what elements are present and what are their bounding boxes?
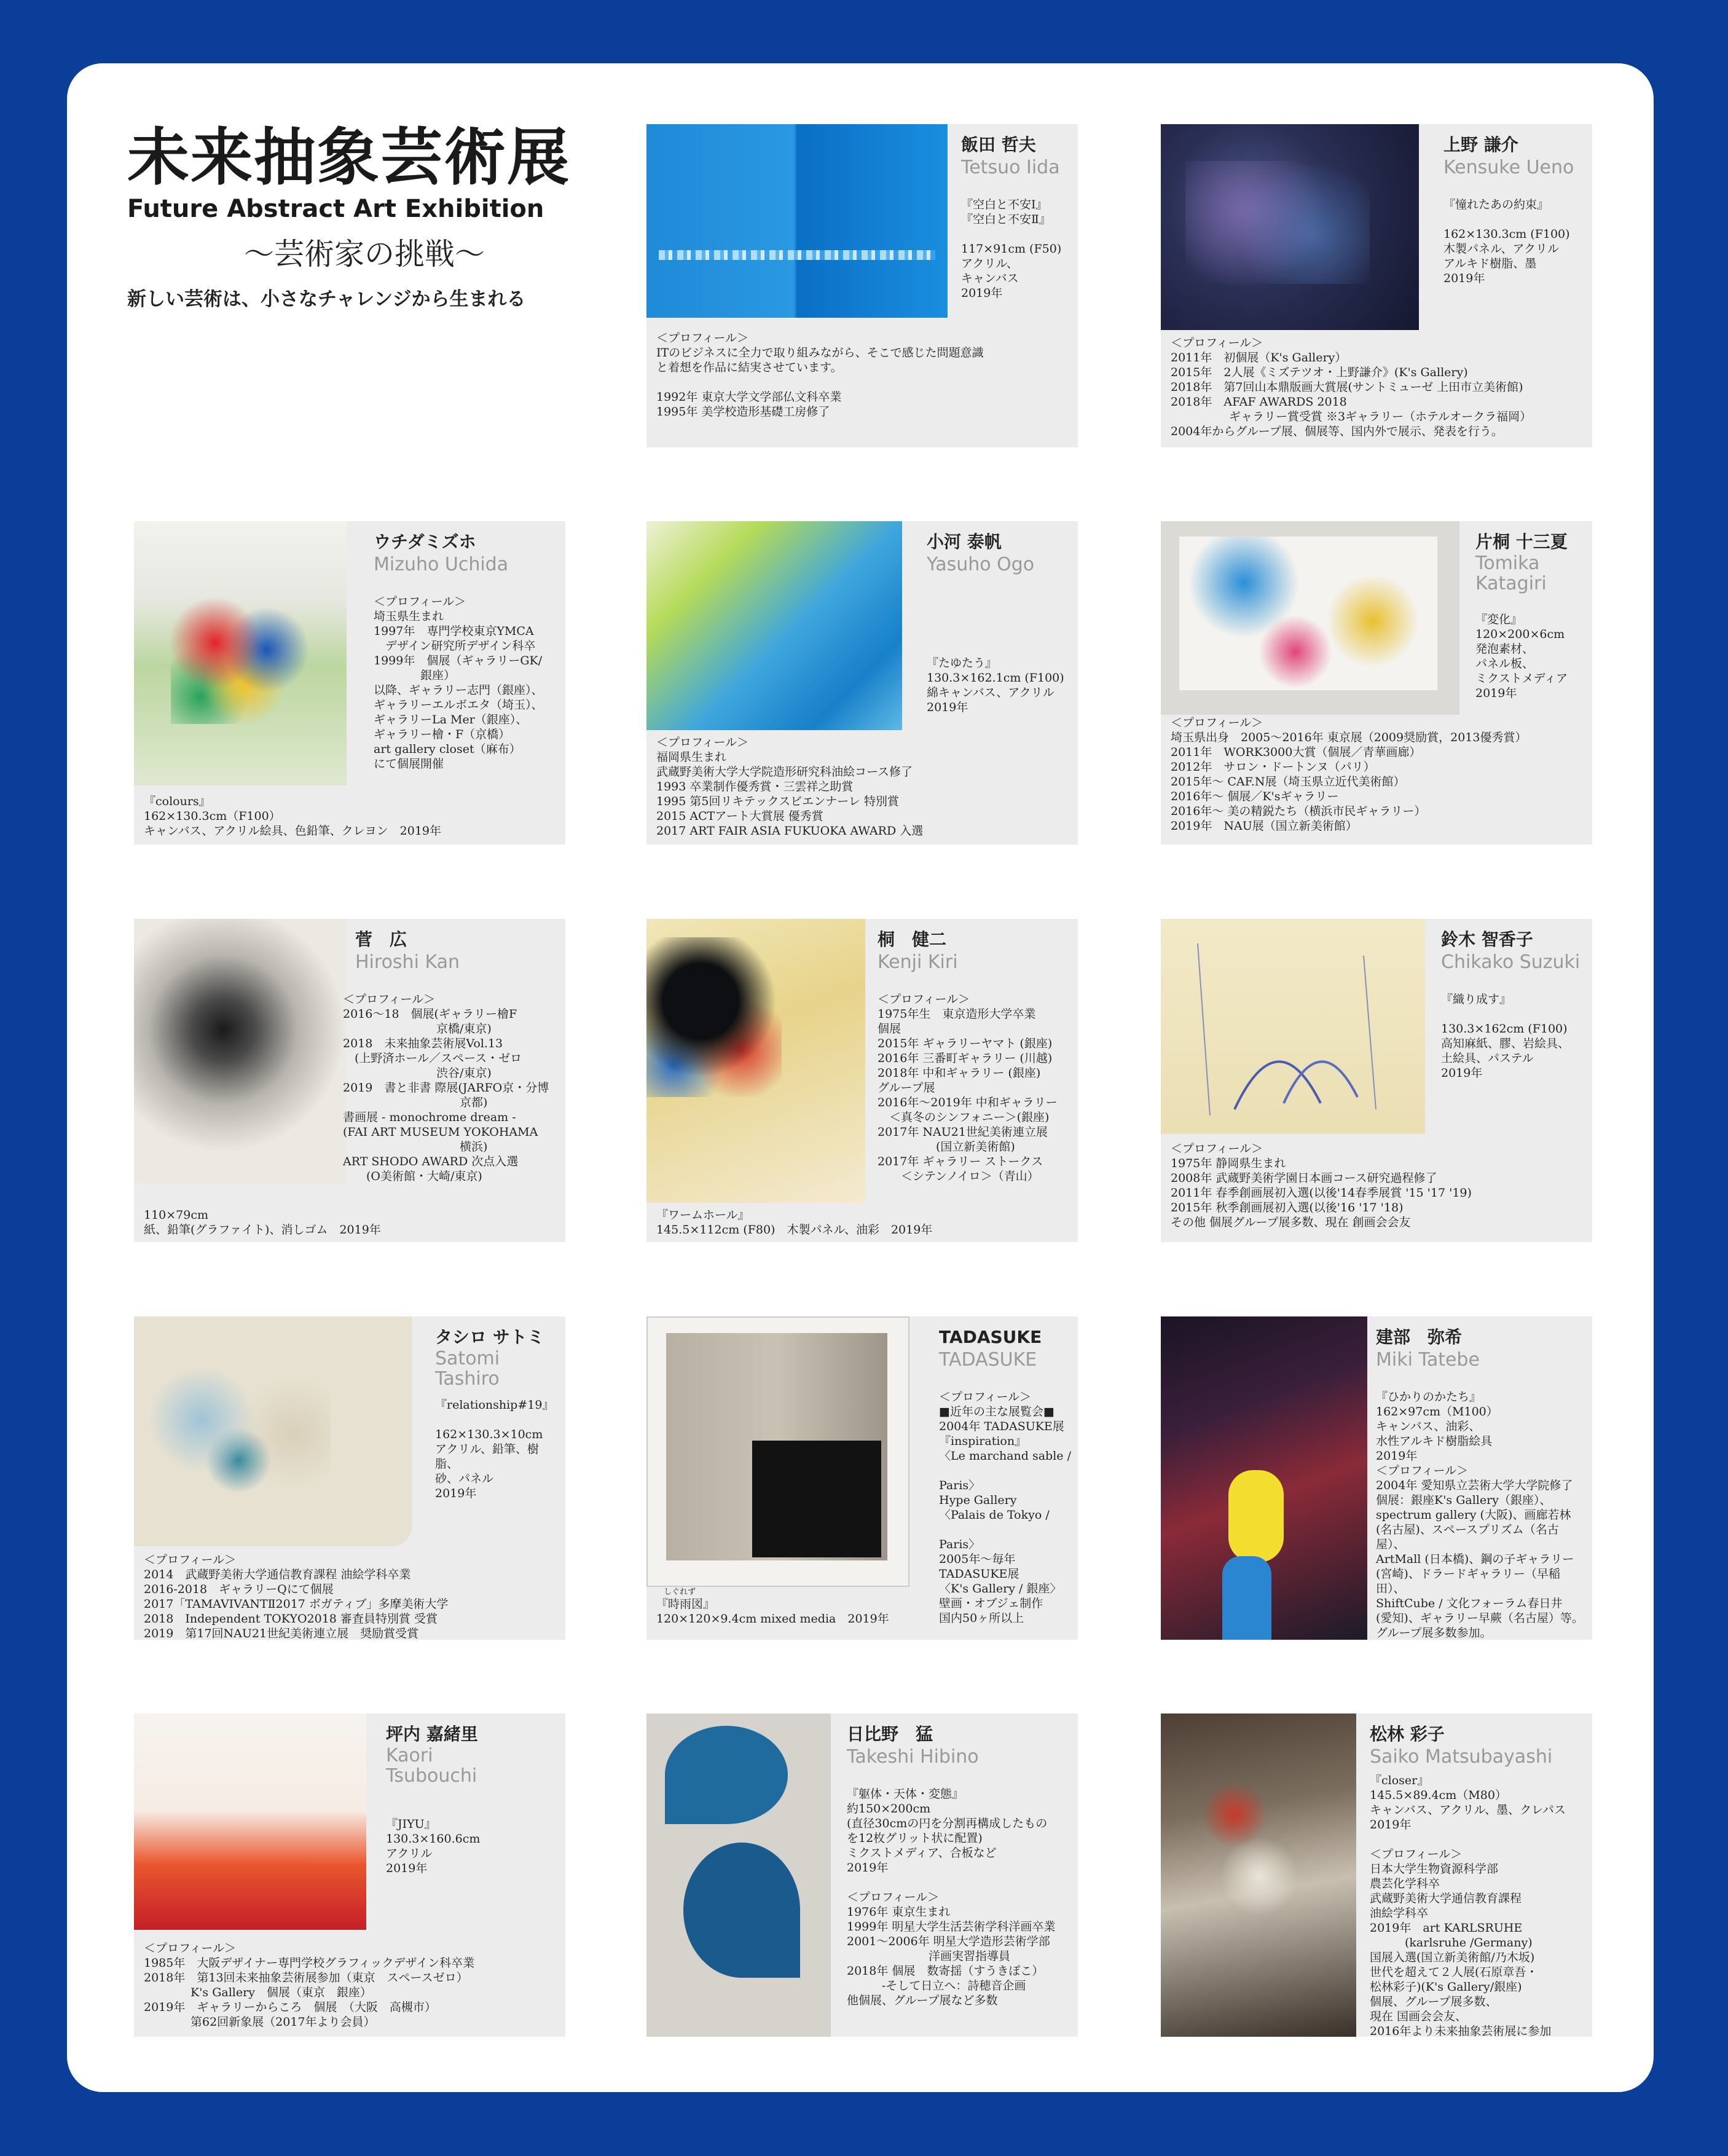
artist-card-tashiro <box>134 1316 565 1640</box>
artist-name-en: Tetsuo Iida <box>961 157 1060 178</box>
artwork-details: 『relationship#19』 162×130.3×10cm アクリル、鉛筆、樹脂、 砂、パネル 2019年 <box>435 1398 554 1500</box>
artist-info <box>847 1723 1073 2008</box>
artwork-details: 『たゆたう』 130.3×162.1cm (F100) 綿キャンバス、アクリル 2019年 <box>927 656 1064 714</box>
artwork-lines <box>1161 919 1425 1134</box>
artwork-details: 『空白と不安Ⅰ』 『空白と不安Ⅱ』 117×91cm (F50) アクリル、 キャンバス 2019年 <box>961 198 1062 300</box>
artwork-image <box>1161 521 1459 715</box>
artist-profile: ＜プロフィール＞ 福岡県生まれ 武蔵野美術大学大学院造形研究科油絵コース修了 1993 卒業制作優秀賞・三雲祥之助賞 1995 第5回リキテックスビエンナーレ 特別賞 2015 ACTアート大賞展 優秀賞 2017 ART FAIR ASIA FUKUOKA AWARD 入選 <box>656 736 924 838</box>
artist-name-jp: タシロ サトミ <box>435 1327 544 1347</box>
artist-name-jp: 坪内 嘉緒里 <box>386 1724 478 1744</box>
artist-name-en: TADASUKE <box>939 1349 1037 1371</box>
artwork-details: 『変化』 120×200×6cm 発泡素材、 パネル板、 ミクストメディア 2019年 <box>1475 613 1568 700</box>
artwork-details: 『JIYU』 130.3×160.6cm アクリル 2019年 <box>386 1817 481 1875</box>
artist-card-hibino <box>646 1713 1078 2037</box>
artist-name-jp: 菅 広 <box>355 929 407 950</box>
artist-profile: ＜プロフィール＞ 2011年 初個展（K's Gallery） 2015年 2人展《ミズテツオ・上野謙介》(K's Gallery) 2018年 第7回山本鼎版画大賞展(サントミューゼ 上田市立美術館) 2018年 AFAF AWARDS 2018 ギャラリー賞受賞 ※3ギャラリー（ホテルオークラ福岡） 2004年からグループ展、個展等、国内外で展示、発表を行う。 <box>1171 336 1532 438</box>
artist-profile: ＜プロフィール＞ 埼玉県生まれ 1997年 専門学校東京YMCA デザイン研究所デザイン科卒 1999年 個展（ギャラリーGK/ 銀座） 以降、ギャラリー志門（銀座）、 ギャラリーエルボエタ（埼玉）、 ギャラリーLa Mer（銀座）、 ギャラリー檜・F（京橋） art gallery closet（麻布） にて個展開催 <box>374 595 543 771</box>
artwork-image <box>134 919 347 1183</box>
artist-name-jp: 日比野 猛 <box>847 1724 933 1744</box>
artist-info <box>927 531 1073 715</box>
artist-info <box>374 531 560 771</box>
artwork-image <box>134 1713 366 1930</box>
artwork-details: 『織り成す』 130.3×162cm (F100) 高知麻紙、膠、岩絵具、 土絵具、パステル 2019年 <box>1441 993 1570 1080</box>
artist-name-en: Kaori Tsubouchi <box>386 1745 477 1787</box>
exhibition-title-jp: 未来抽象芸術展 <box>127 121 571 194</box>
artwork-details: 『時雨図』 120×120×9.4cm mixed media 2019年 <box>656 1597 889 1626</box>
artist-profile: ＜プロフィール＞ 2014 武蔵野美術大学通信教育課程 油絵学科卒業 2016-2018 ギャラリーQにて個展 2017「TAMAVIVANTⅡ2017 ボガティブ」多摩美術大学 2018 Independent TOKYO2018 審査員特別賞 受賞 2019 第17回NAU21世紀美術連立展 奨励賞受賞 <box>144 1553 449 1640</box>
artist-info <box>386 1723 560 1876</box>
exhibition-subtitle: 〜芸術家の挑戦〜 <box>244 237 485 272</box>
artist-name-jp: 松林 彩子 <box>1370 1724 1445 1744</box>
artwork-image <box>646 1316 909 1587</box>
artist-name-en: Kenji Kiri <box>878 951 958 973</box>
artwork-image <box>134 1316 412 1546</box>
artist-info <box>878 929 1073 1184</box>
artist-info <box>1376 1326 1587 1640</box>
artist-name-jp: ウチダミズホ <box>374 532 476 552</box>
artist-info <box>1441 929 1587 1080</box>
artwork-details-and-profile: 『closer』 145.5×89.4cm（M80） キャンバス、アクリル、墨、クレパス 2019年 ＜プロフィール＞ 日本大学生物資源科学部 農芸化学科卒 武蔵野美術大学通信教育課程 油絵学科卒 2019年 art KARLSRUHE (karlsruhe /Germany) 国展入選(国立新美術館/乃木坂) 世代を超えて２人展(石原章吾・ 松林彩子)(K's Gallery/銀座) 個展、グループ展多数、 現在 国画会会友、 2016年より未来抽象芸術展に参加 <box>1370 1774 1566 2037</box>
artist-profile: ＜プロフィール＞ 1975年 静岡県生まれ 2008年 武蔵野美術学園日本画コース研究過程修了 2011年 春季創画展初入選(以後'14春季展賞 '15 '17 '19) 2015年 秋季創画展初入選(以後'16 '17 '18) その他 個展グループ展多数、現在 創画会会友 <box>1171 1142 1472 1229</box>
artist-name-jp: 飯田 哲夫 <box>961 135 1036 155</box>
artist-name-en: Takeshi Hibino <box>847 1746 979 1768</box>
artist-card-ueno <box>1161 124 1592 447</box>
artist-name-jp: 片桐 十三夏 <box>1475 532 1568 552</box>
exhibition-tagline: 新しい芸術は、小さなチャレンジから生まれる <box>127 288 526 310</box>
artist-name-en: Miki Tatebe <box>1376 1349 1480 1371</box>
artist-profile: ＜プロフィール＞ ■近年の主な展覧会■ 2004年 TADASUKE展 『inspiration』 〈Le marchand sable / Paris〉 Hype Gallery 〈Palais de Tokyo / Paris〉 2005年〜毎年 TADASUKE展 〈K's Gallery / 銀座〉 壁画・オブジェ制作 国内50ヶ所以上 <box>939 1390 1071 1625</box>
artist-name-jp: 小河 泰帆 <box>927 532 1002 552</box>
artist-info <box>343 929 560 1184</box>
artist-card-suzuki <box>1161 919 1592 1242</box>
artist-profile: ＜プロフィール＞ 1975年生 東京造形大学卒業 個展 2015年 ギャラリーヤマト (銀座) 2016年 三番町ギャラリー (川越) 2018年 中和ギャラリー (銀座) グループ展 2016年〜2019年 中和ギャラリー ＜真冬のシンフォニー＞(銀座) 2017年 NAU21世紀美術連立展 (国立新美術館) 2017年 ギャラリー ストークス ＜シテンノイロ＞（青山） <box>878 993 1058 1183</box>
artwork-details: 『ワームホール』 145.5×112cm (F80) 木製パネル、油彩 2019年 <box>656 1208 933 1237</box>
artist-name-en: Kensuke Ueno <box>1443 157 1574 178</box>
artwork-image <box>1161 1713 1356 2037</box>
artist-card-ogo <box>646 521 1078 844</box>
artwork-details: 110×79cm 紙、鉛筆(グラファイト)、消しゴム 2019年 <box>144 1208 381 1237</box>
artwork-details-and-profile: 『躯体・天体・変態』 約150×200cm (直径30cmの円を分割再構成したもの を12枚グリット状に配置) ミクストメディア、合板など 2019年 ＜プロフィール＞ 1976年 東京生まれ 1999年 明星大学生活芸術学科洋画卒業 2001〜2006年 明星大学造形芸術学部 洋画実習指導員 2018年 個展 数寄揺（すうきぽこ） -そして日立へ：詩穂音企画 他個展、グループ展など多数 <box>847 1787 1056 2007</box>
artist-info <box>1475 531 1587 701</box>
artwork-details: 『colours』 162×130.3cm（F100） キャンバス、アクリル絵具、色鉛筆、クレヨン 2019年 <box>144 795 442 838</box>
artwork-image <box>646 521 902 730</box>
artist-name-en: Mizuho Uchida <box>374 554 509 575</box>
artwork-image <box>646 919 865 1203</box>
artist-name-en: Tomika Katagiri <box>1475 553 1547 594</box>
artist-info <box>1443 134 1587 286</box>
artist-name-jp: 鈴木 智香子 <box>1441 929 1533 950</box>
artist-info <box>961 134 1073 301</box>
artist-name-jp: 建部 弥希 <box>1376 1327 1463 1347</box>
artwork-image <box>1161 919 1425 1134</box>
artist-profile: ＜プロフィール＞ 1985年 大阪デザイナー専門学校グラフィックデザイン科卒業 2018年 第13回未来抽象芸術展参加（東京 スペースゼロ） K's Gallery 個展（東京 銀座） 2019年 ギャラリーからころ 個展 （大阪 高槻市） 第62回新象展（2017年より会員） <box>144 1942 475 2029</box>
artwork-title-ruby: しぐれず <box>664 1587 696 1597</box>
artwork-image <box>134 521 347 785</box>
artist-name-en: Saiko Matsubayashi <box>1370 1746 1553 1768</box>
artwork-image <box>646 124 948 318</box>
artist-card-katagiri <box>1161 521 1592 844</box>
artist-card-uchida <box>134 521 565 844</box>
artist-card-matsubayashi <box>1161 1713 1592 2037</box>
artist-card-tadasuke <box>646 1316 1078 1640</box>
artist-card-tatebe <box>1161 1316 1592 1640</box>
artwork-details: 『憧れたあの約束』 162×130.3cm (F100) 木製パネル、アクリル アルキド樹脂、墨 2019年 <box>1443 198 1570 285</box>
artist-name-jp: 桐 健二 <box>878 929 947 950</box>
artist-info <box>939 1326 1073 1626</box>
artist-profile: ＜プロフィール＞ 埼玉県出身 2005〜2016年 東京展（2009奨励賞，2013優秀賞） 2011年 WORK3000大賞（個展／青華画廊） 2012年 サロン・ドートンヌ（パリ） 2015年〜 CAF.N展（埼玉県立近代美術館） 2016年〜 個展／K'sギャラリー 2016年〜 美の精鋭たち（横浜市民ギャラリー） 2019年 NAU展（国立新美術館） <box>1171 716 1527 833</box>
artwork-image <box>646 1713 831 2037</box>
artist-card-tsubouchi <box>134 1713 565 2037</box>
artist-info <box>1370 1723 1587 2037</box>
artist-name-jp: 上野 謙介 <box>1443 135 1518 155</box>
exhibition-title-en: Future Abstract Art Exhibition <box>127 195 544 223</box>
artist-card-kan <box>134 919 565 1242</box>
artist-name-jp: TADASUKE <box>939 1327 1042 1347</box>
artwork-image <box>1161 1316 1367 1640</box>
artist-card-kiri <box>646 919 1078 1242</box>
artwork-image <box>1161 124 1419 330</box>
artist-name-en: Hiroshi Kan <box>355 951 460 973</box>
artist-profile: ＜プロフィール＞ 2016〜18 個展(ギャラリー檜F 京橋/東京) 2018 未来抽象芸術展Vol.13 (上野済ホール／スペース・ゼロ 渋谷/東京) 2019 書と非書 際展(JARFO京・分博 京都) 書画展 - monochrome dream - (FAI ART MUSEUM YOKOHAMA 横浜) ART SHODO AWARD 次点入選 (O美術館・大崎/東京) <box>343 993 549 1183</box>
artist-card-iida <box>646 124 1078 447</box>
artist-profile: ＜プロフィール＞ ITのビジネスに全力で取り組みながら、そこで感じた問題意識 と着想を作品に結実させています。 1992年 東京大学文学部仏文科卒業 1995年 美学校造形基礎工房修了 <box>656 331 984 419</box>
artist-name-en: Satomi Tashiro <box>435 1348 500 1390</box>
artist-name-en: Yasuho Ogo <box>927 554 1035 575</box>
poster-header <box>127 121 571 317</box>
artist-name-en: Chikako Suzuki <box>1441 951 1581 973</box>
poster-sheet <box>67 63 1654 2092</box>
artist-info <box>435 1326 560 1501</box>
artwork-details-and-profile: 『ひかりのかたち』 162×97cm（M100） キャンバス、油彩、 水性アルキド樹脂絵具 2019年 ＜プロフィール＞ 2004年 愛知県立芸術大学大学院修了 個展：銀座K's Gallery（銀座）、 spectrum gallery (大阪)、画廊若林 (名古屋)、スペースプリズム（名古屋）、 ArtMall (日本橋)、鋼の子ギャラリー (宮崎)、ドラードギャラリー（早稲田）、 ShiftCube / 文化フォーラム春日井 (愛知)、ギャラリー早蕨（名古屋）等。 グループ展多数参加。 <box>1376 1390 1584 1640</box>
